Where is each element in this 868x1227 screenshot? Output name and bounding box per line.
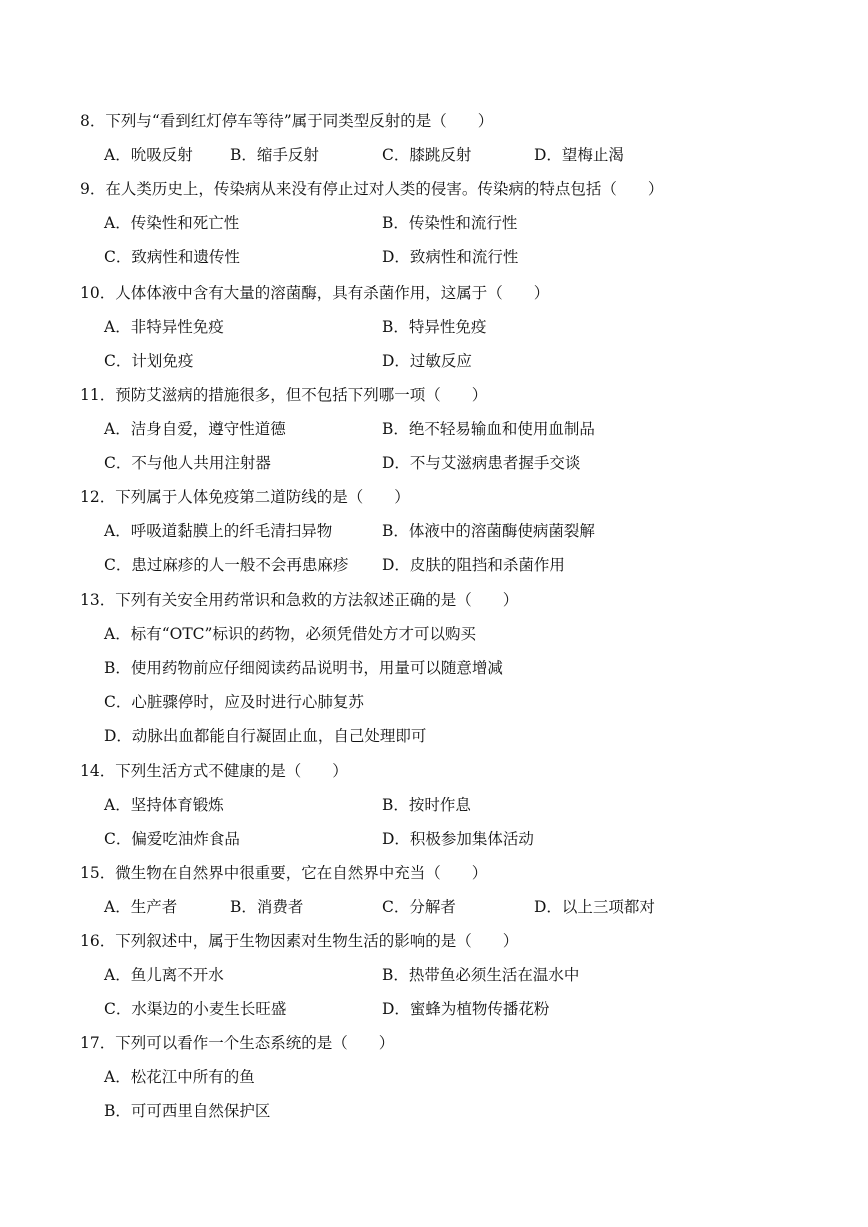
question-16-options-row1 [0, 963, 868, 987]
option-a: A．呼吸道黏膜上的纤毛清扫异物 [104, 522, 333, 540]
option-d: D．积极参加集体活动 [382, 830, 534, 848]
question-9-stem: 9．在人类历史上，传染病从来没有停止过对人类的侵害。传染病的特点包括（ ） [80, 180, 664, 198]
option-d: D．不与艾滋病患者握手交谈 [382, 454, 581, 472]
option-a: A．鱼儿离不开水 [104, 966, 224, 984]
option-c: C．计划免疫 [104, 352, 194, 370]
question-14-options-row2 [0, 827, 868, 851]
question-15-options [0, 895, 868, 919]
option-d: D．致病性和流行性 [382, 248, 519, 266]
option-c: C．患过麻疹的人一般不会再患麻疹 [104, 556, 349, 574]
option-b: B．绝不轻易输血和使用血制品 [382, 420, 595, 438]
question-10-stem: 10．人体体液中含有大量的溶菌酶，具有杀菌作用，这属于（ ） [80, 284, 550, 302]
question-8-stem: 8．下列与“看到红灯停车等待”属于同类型反射的是（ ） [80, 112, 494, 130]
question-17-option-b-row [0, 1099, 868, 1123]
option-a: A．吮吸反射 [104, 146, 193, 164]
option-c: C．偏爱吃油炸食品 [104, 830, 240, 848]
option-b: B．特异性免疫 [382, 318, 487, 336]
question-11-stem: 11．预防艾滋病的措施很多，但不包括下列哪一项（ ） [80, 386, 488, 404]
question-10-options-row1 [0, 315, 868, 339]
option-c: C．心脏骤停时，应及时进行心肺复苏 [104, 693, 364, 711]
option-b: B．热带鱼必须生活在温水中 [382, 966, 580, 984]
question-11-options-row1 [0, 417, 868, 441]
question-13-stem: 13．下列有关安全用药常识和急救的方法叙述正确的是（ ） [80, 591, 519, 609]
option-d: D．动脉出血都能自行凝固止血，自己处理即可 [104, 727, 427, 745]
option-b: B．体液中的溶菌酶使病菌裂解 [382, 522, 595, 540]
question-12-options-row1 [0, 519, 868, 543]
question-13-option-c-row [0, 690, 868, 714]
option-a: A．标有“OTC”标识的药物，必须凭借处方才可以购买 [104, 625, 476, 643]
question-16-stem: 16．下列叙述中，属于生物因素对生物生活的影响的是（ ） [80, 932, 519, 950]
question-13-option-a-row [0, 622, 868, 646]
option-d: D．皮肤的阻挡和杀菌作用 [382, 556, 565, 574]
question-15-stem: 15．微生物在自然界中很重要，它在自然界中充当（ ） [80, 864, 488, 882]
question-17-option-a-row [0, 1065, 868, 1089]
question-14-stem: 14．下列生活方式不健康的是（ ） [80, 762, 348, 780]
option-d: D．蜜蜂为植物传播花粉 [382, 1000, 550, 1018]
option-d: D．以上三项都对 [534, 898, 655, 916]
option-c: C．分解者 [382, 898, 456, 916]
option-d: D．望梅止渴 [534, 146, 624, 164]
option-c: C．致病性和遗传性 [104, 248, 240, 266]
question-13-option-d-row [0, 724, 868, 748]
option-a: A．松花江中所有的鱼 [104, 1068, 255, 1086]
question-9-options-row1 [0, 211, 868, 235]
option-d: D．过敏反应 [382, 352, 472, 370]
option-c: C．不与他人共用注射器 [104, 454, 271, 472]
question-11-options-row2 [0, 451, 868, 475]
option-a: A．坚持体育锻炼 [104, 796, 224, 814]
option-a: A．洁身自爱，遵守性道德 [104, 420, 286, 438]
option-c: C．膝跳反射 [382, 146, 472, 164]
question-12-options-row2 [0, 553, 868, 577]
option-b: B．缩手反射 [230, 146, 319, 164]
question-12-stem: 12．下列属于人体免疫第二道防线的是（ ） [80, 488, 410, 506]
question-9-options-row2 [0, 245, 868, 269]
question-17-stem: 17．下列可以看作一个生态系统的是（ ） [80, 1034, 395, 1052]
option-c: C．水渠边的小麦生长旺盛 [104, 1000, 287, 1018]
option-a: A．非特异性免疫 [104, 318, 224, 336]
question-16-options-row2 [0, 997, 868, 1021]
option-b: B．传染性和流行性 [382, 214, 518, 232]
question-8-options [0, 143, 868, 167]
option-b: B．可可西里自然保护区 [104, 1102, 271, 1120]
option-b: B．使用药物前应仔细阅读药品说明书，用量可以随意增减 [104, 659, 503, 677]
question-13-option-b-row [0, 656, 868, 680]
option-b: B．按时作息 [382, 796, 471, 814]
option-a: A．生产者 [104, 898, 178, 916]
question-10-options-row2 [0, 349, 868, 373]
option-b: B．消费者 [230, 898, 304, 916]
option-a: A．传染性和死亡性 [104, 214, 240, 232]
question-14-options-row1 [0, 793, 868, 817]
